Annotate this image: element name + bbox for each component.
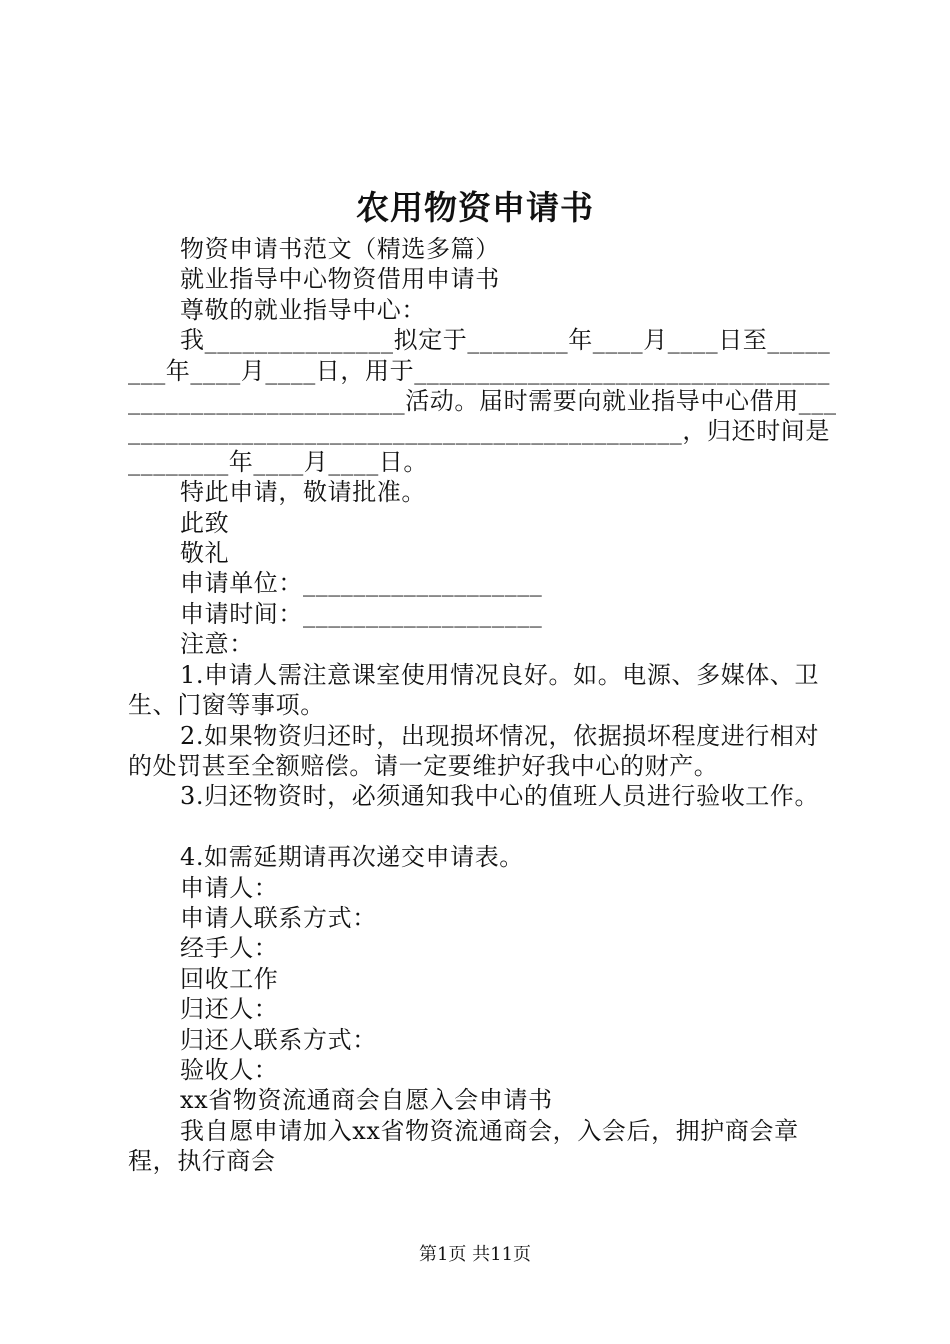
paragraph: 敬礼 [180, 539, 230, 568]
paragraph: 4.如需延期请再次递交申请表。 [180, 843, 524, 872]
paragraph: 申请单位：___________________ [180, 569, 543, 598]
paragraph: 此致 [180, 508, 230, 537]
paragraph: 回收工作 [180, 964, 279, 993]
paragraph: 验收人： [180, 1055, 279, 1084]
paragraph: 2.如果物资归还时，出现损坏情况，依据损坏程度进行相对的处罚甚至全额赔偿。请一定要维护好我中心的财产。 [128, 721, 820, 780]
paragraph: 申请人联系方式： [180, 903, 377, 932]
paragraph: 特此申请，敬请批准。 [180, 478, 426, 507]
paragraph: 3.归还物资时，必须通知我中心的值班人员进行验收工作。 [180, 782, 820, 811]
paragraph: 经手人： [180, 934, 279, 963]
paragraph: 我_______________拟定于________年____月____日至________年____月____日，用于_______________________________________________________活动。届时需要向就业指导中心借用_______________________________________________，归还时间是________年____月____日。 [128, 326, 837, 476]
paragraph: 就业指导中心物资借用申请书 [180, 265, 500, 294]
document-body [128, 234, 840, 1177]
paragraph: 物资申请书范文（精选多篇） [180, 235, 500, 263]
blank-line [128, 812, 840, 842]
paragraph: 归还人联系方式： [180, 1025, 377, 1054]
paragraph: 我自愿申请加入xx省物资流通商会，入会后，拥护商会章程，执行商会 [128, 1116, 799, 1176]
document-title: 农用物资申请书 [356, 188, 594, 227]
paragraph: 申请时间：___________________ [180, 599, 543, 628]
paragraph: 归还人： [180, 995, 279, 1024]
paragraph: xx省物资流通商会自愿入会申请书 [180, 1086, 553, 1115]
paragraph: 注意： [180, 630, 254, 659]
paragraph: 尊敬的就业指导中心： [180, 295, 426, 324]
page-footer: 第1页 共11页 [418, 1244, 532, 1265]
paragraph: 1.申请人需注意课室使用情况良好。如。电源、多媒体、卫生、门窗等事项。 [128, 660, 820, 720]
paragraph: 申请人： [180, 873, 279, 902]
